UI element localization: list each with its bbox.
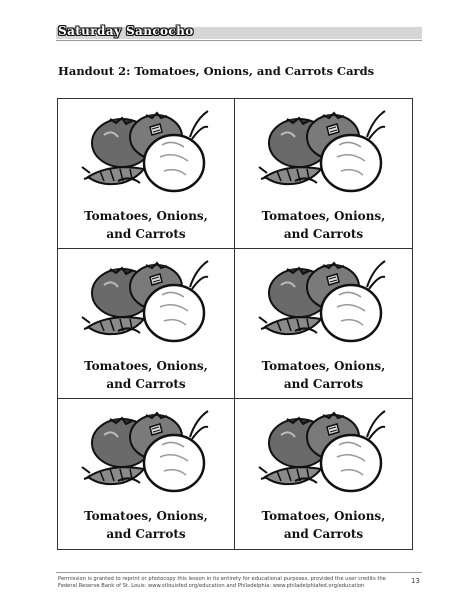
card-caption-line1: Tomatoes, Onions, [261,209,386,223]
card [58,99,235,249]
card [235,399,412,549]
card-caption-line2: and Carrots [106,527,186,541]
permission-notice-line2: Federal Reserve Bank of St. Louis: www.stlouisfed.org/education and Philadelphia: www.philadelphiafed.org/education [58,583,365,589]
vegetables-illustration [80,105,216,201]
card [235,99,412,249]
card-caption-line1: Tomatoes, Onions, [261,509,386,523]
card-caption-line2: and Carrots [283,377,364,391]
footer-divider [56,572,422,573]
vegetables-illustration [257,105,393,201]
card-caption [58,357,234,393]
card-caption-line1: Tomatoes, Onions, [84,509,208,523]
page-number: 13 [411,577,420,585]
header-divider [56,40,422,41]
vegetables-illustration [80,255,216,351]
card-caption-line1: Tomatoes, Onions, [84,359,208,373]
vegetables-illustration [257,405,393,501]
permission-notice [58,576,398,590]
card [58,249,235,399]
card-caption [235,507,412,543]
card [235,249,412,399]
card-caption-line2: and Carrots [106,227,186,241]
card-caption [58,207,234,243]
card-caption [58,507,234,543]
card [58,399,235,549]
card-caption-line2: and Carrots [283,227,364,241]
card-caption [235,207,412,243]
permission-notice-line1: Permission is granted to reprint or photocopy this lesson in its entirety for educational purposes, provided the user credits the [58,576,386,582]
card-caption-line2: and Carrots [283,527,364,541]
card-caption-line1: Tomatoes, Onions, [84,209,208,223]
card-caption-line2: and Carrots [106,377,186,391]
vegetables-illustration [80,405,216,501]
handout-title: Handout 2: Tomatoes, Onions, and Carrots Cards [58,64,375,78]
cards-grid [57,98,413,550]
vegetables-illustration [257,255,393,351]
header-title: Saturday Sancocho [58,24,194,38]
card-caption-line1: Tomatoes, Onions, [261,359,386,373]
card-caption [235,357,412,393]
